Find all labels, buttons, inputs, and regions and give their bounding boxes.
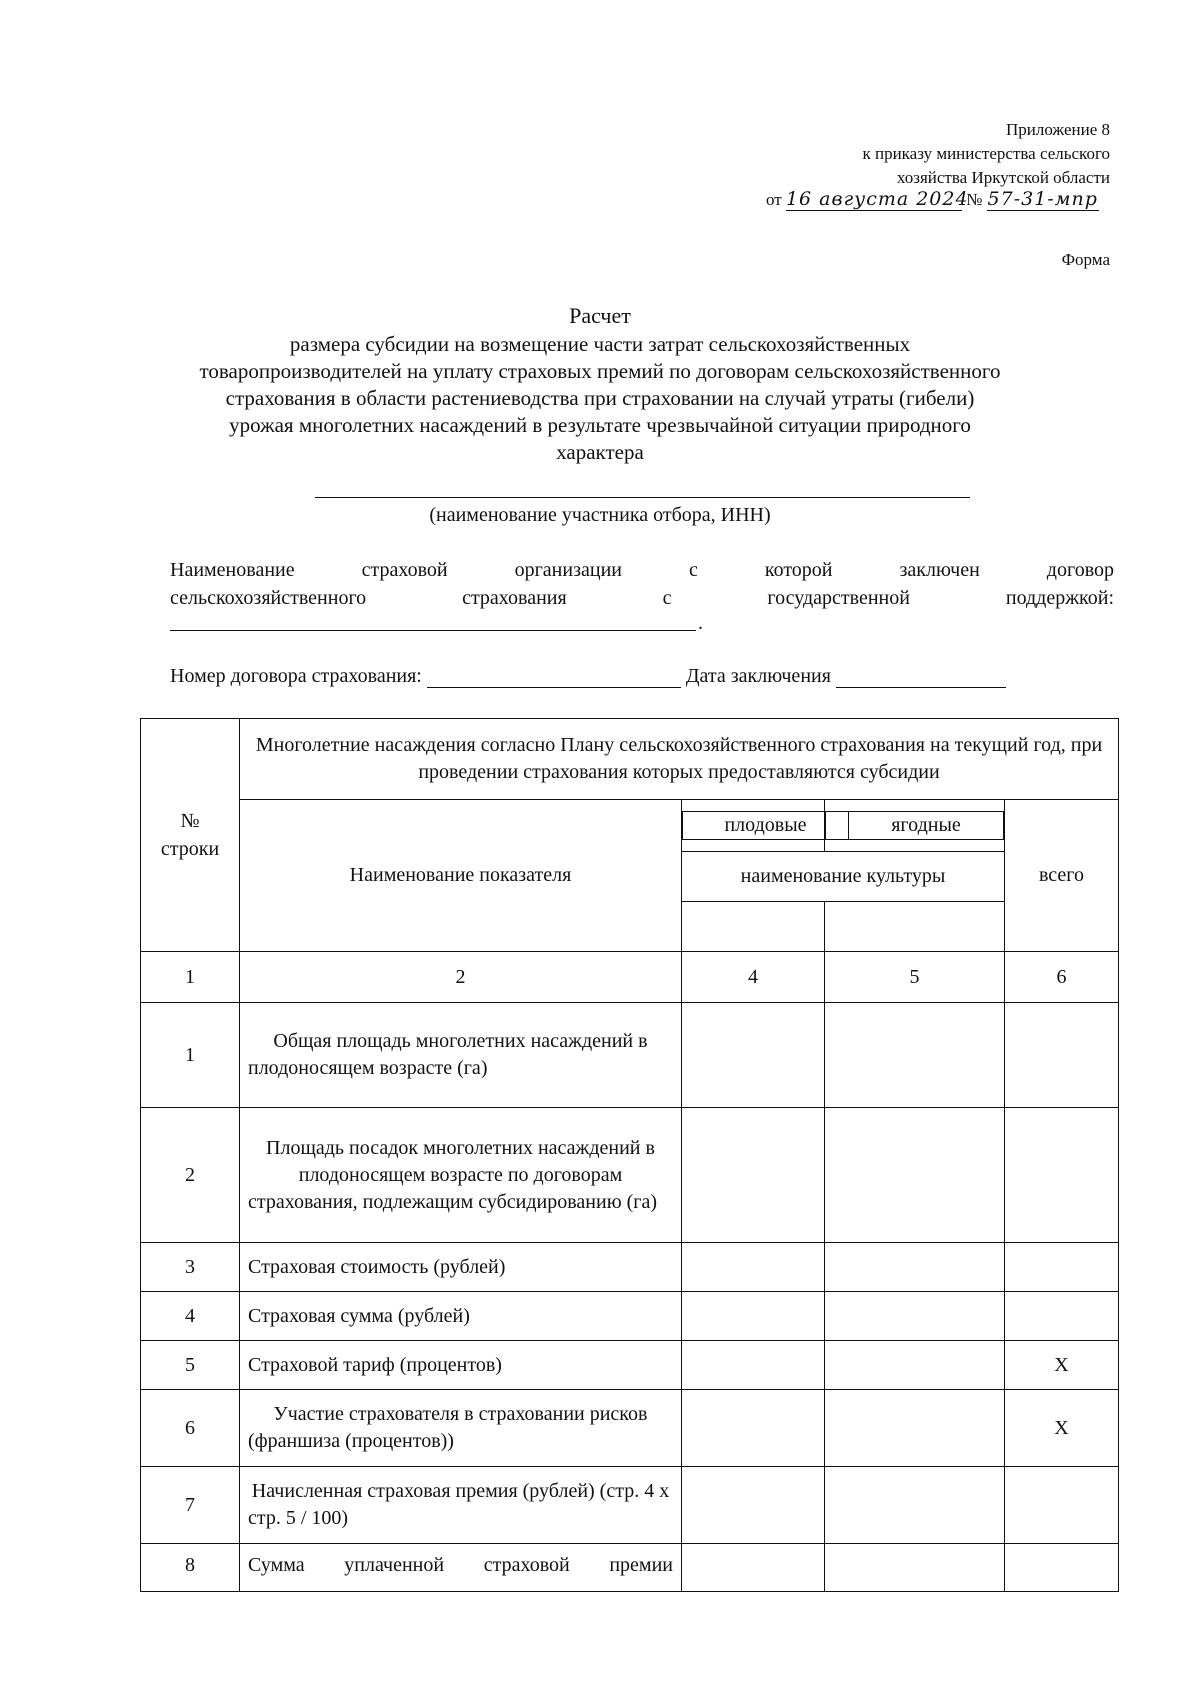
contract-date-label: Дата заключения	[685, 665, 831, 687]
value-cell[interactable]	[825, 1003, 1005, 1108]
column-number: 5	[825, 952, 1005, 1003]
row-number: 3	[141, 1243, 240, 1292]
subtitle-line: характера	[556, 440, 644, 464]
berry-header: ягодные	[825, 800, 1005, 852]
indicator-name: Страховая сумма (рублей)	[240, 1292, 682, 1341]
indicator-name: Сумма уплаченной страховой премии	[240, 1544, 682, 1592]
column-number: 6	[1005, 952, 1119, 1003]
row-number: 6	[141, 1390, 240, 1467]
total-header: всего	[1005, 800, 1119, 952]
total-cell[interactable]	[1005, 1544, 1119, 1592]
table-row	[141, 1108, 1119, 1243]
value-cell[interactable]	[682, 1108, 825, 1243]
table-row	[141, 1292, 1119, 1341]
table-row	[141, 1544, 1119, 1592]
total-cell[interactable]	[1005, 1243, 1119, 1292]
insurer-name-field[interactable]	[170, 630, 696, 631]
appendix-header	[862, 118, 1110, 190]
document-subtitle	[0, 331, 1200, 466]
column-number: 1	[141, 952, 240, 1003]
row-number: 4	[141, 1292, 240, 1341]
total-cell[interactable]	[1005, 1292, 1119, 1341]
value-cell[interactable]	[682, 1003, 825, 1108]
value-cell[interactable]	[825, 1544, 1005, 1592]
total-cell[interactable]	[1005, 1467, 1119, 1544]
handwritten-date: 16 августа 2024	[785, 188, 969, 210]
column-number: 4	[682, 952, 825, 1003]
value-cell[interactable]	[682, 1544, 825, 1592]
insurer-label-line1: Наименование страховой организации с которой заключен договор	[170, 559, 1114, 581]
column-number: 2	[240, 952, 682, 1003]
indicator-header: Наименование показателя	[240, 800, 682, 952]
contract-date-field[interactable]	[836, 665, 1006, 688]
handwritten-number: 57-31-мпр	[987, 188, 1098, 210]
insurer-label-line2: сельскохозяйственного страхования с государственной поддержкой:	[170, 587, 1114, 609]
crop-name-cell[interactable]	[825, 902, 1005, 952]
total-cell-crossed: X	[1005, 1341, 1119, 1390]
insurer-end-mark: .	[698, 612, 703, 634]
indicator-name: Начисленная страховая премия (рублей) (стр. 4 x стр. 5 / 100)	[240, 1467, 682, 1544]
ministry-name: хозяйства Иркутской области	[896, 168, 1110, 187]
total-cell-crossed: X	[1005, 1390, 1119, 1467]
contract-number-label: Номер договора страхования:	[170, 665, 422, 687]
indicator-name: Страховая стоимость (рублей)	[240, 1243, 682, 1292]
subsidy-calculation-table	[140, 718, 1119, 1592]
indicator-name: Общая площадь многолетних насаждений в плодоносящем возрасте (га)	[240, 1003, 682, 1108]
table-row	[141, 1003, 1119, 1108]
crop-name-header: наименование культуры	[682, 852, 1005, 902]
value-cell[interactable]	[682, 1467, 825, 1544]
contract-line	[170, 662, 1006, 690]
value-cell[interactable]	[682, 1341, 825, 1390]
order-reference: к приказу министерства сельского	[862, 144, 1110, 163]
value-cell[interactable]	[682, 1292, 825, 1341]
value-cell[interactable]	[825, 1243, 1005, 1292]
row-number: 5	[141, 1341, 240, 1390]
subtitle-line: страхования в области растениеводства при страховании на случай утраты (гибели)	[225, 386, 975, 410]
appendix-number: Приложение 8	[1006, 120, 1110, 139]
row-number: 1	[141, 1003, 240, 1108]
indicator-name: Участие страхователя в страховании рисков (франшиза (процентов))	[240, 1390, 682, 1467]
participant-field[interactable]	[315, 497, 970, 498]
value-cell[interactable]	[682, 1243, 825, 1292]
table-row	[141, 1467, 1119, 1544]
document-title: Расчет	[569, 303, 631, 328]
subtitle-line: размера субсидии на возмещение части затрат сельскохозяйственных	[289, 332, 911, 356]
indicator-name: Страховой тариф (процентов)	[240, 1341, 682, 1390]
crops-group-header: Многолетние насаждения согласно Плану сельскохозяйственного страхования на текущий год, при проведении страхования которых предоставляются субсидии	[240, 719, 1119, 800]
value-cell[interactable]	[825, 1390, 1005, 1467]
contract-number-field[interactable]	[427, 665, 681, 688]
total-cell[interactable]	[1005, 1003, 1119, 1108]
fruit-header: плодовые	[682, 800, 825, 852]
value-cell[interactable]	[825, 1341, 1005, 1390]
order-date-line	[766, 188, 1146, 222]
table-row	[141, 1341, 1119, 1390]
value-cell[interactable]	[825, 1467, 1005, 1544]
date-prefix: от	[766, 190, 782, 209]
row-number: 8	[141, 1544, 240, 1592]
row-number: 7	[141, 1467, 240, 1544]
value-cell[interactable]	[682, 1390, 825, 1467]
number-prefix: №	[966, 190, 983, 209]
subtitle-line: товаропроизводителей на уплату страховых премий по договорам сельскохозяйственного	[199, 359, 1001, 383]
table-row	[141, 1390, 1119, 1467]
crop-name-cell[interactable]	[682, 902, 825, 952]
row-number: 2	[141, 1108, 240, 1243]
total-cell[interactable]	[1005, 1108, 1119, 1243]
form-label: Форма	[1061, 250, 1110, 269]
value-cell[interactable]	[825, 1108, 1005, 1243]
indicator-name: Площадь посадок многолетних насаждений в плодоносящем возрасте по договорам страхования, подлежащим субсидированию (га)	[240, 1108, 682, 1243]
row-number-header: № строки	[141, 719, 240, 952]
subtitle-line: урожая многолетних насаждений в результате чрезвычайной ситуации природного	[229, 413, 971, 437]
participant-caption: (наименование участника отбора, ИНН)	[429, 504, 771, 526]
table-row	[141, 1243, 1119, 1292]
value-cell[interactable]	[825, 1292, 1005, 1341]
